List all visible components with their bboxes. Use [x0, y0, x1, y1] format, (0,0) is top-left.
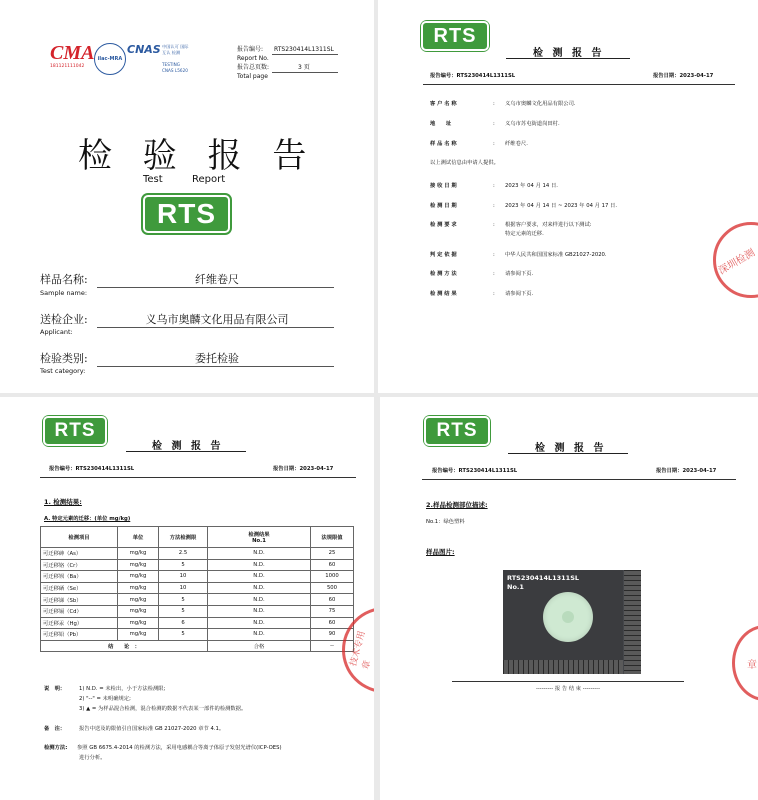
row-result: N.D. — [208, 594, 311, 606]
address-colon: : — [493, 121, 495, 127]
page-title: 检 测 报 告 — [535, 443, 607, 454]
method-label: 检 测 方 法 — [430, 271, 457, 277]
criteria-value: 中华人民共和国国家标准 GB21027-2020. — [505, 252, 607, 258]
test-date-colon: : — [493, 203, 495, 209]
conclusion-limit: -- — [311, 640, 354, 652]
row-unit: mg/kg — [118, 582, 159, 594]
photo-ruler — [624, 570, 641, 674]
row-result: N.D. — [208, 617, 311, 629]
header-limit: 法规限值 — [311, 527, 354, 548]
cma-logo — [50, 42, 95, 76]
rts-logo-text: RTS — [54, 420, 96, 441]
notes-label: 说 明： — [44, 686, 66, 692]
title-underline — [506, 58, 630, 59]
address-label: 地 址 — [430, 121, 452, 127]
row-unit: mg/kg — [118, 605, 159, 617]
sample-name-label: 样 品 名 称 — [430, 141, 457, 147]
report-date: 报告日期：2023-04-17 — [653, 73, 714, 79]
table-row — [41, 629, 354, 641]
row-limit: 60 — [311, 617, 354, 629]
table-header-row — [41, 527, 354, 548]
receive-date-value: 2023 年 04 月 14 日. — [505, 183, 558, 189]
remark-text: 报告中送及的限值引自国家标准 GB 21027-2020 章节 4.1。 — [79, 726, 225, 732]
report-number: 报告编号：RTS230414L1311SL — [432, 468, 518, 474]
rts-logo — [141, 193, 232, 235]
report-results-page — [0, 397, 374, 800]
note-1: 1) N.D. = 未检出，小于方法检测限; — [79, 686, 166, 692]
technical-seal-text: 技术专用章 — [348, 630, 374, 671]
method-text: 参照 GB 6675.4-2014 的检测方法，采用电感耦合等离子体原子发射光谱仪(ICP-OES) — [77, 745, 282, 751]
header-mdl: 方法检测限 — [159, 527, 208, 548]
sample-part: No.1：绿色塑料 — [426, 519, 465, 525]
page-title: 检 测 报 告 — [533, 48, 605, 59]
table-row — [41, 605, 354, 617]
company-seal — [732, 625, 758, 701]
results-table — [40, 526, 354, 652]
customer-colon: : — [493, 101, 495, 107]
category-underline — [97, 366, 334, 367]
applicant-underline — [97, 327, 334, 328]
category-value: 委托检验 — [195, 352, 239, 365]
header-item: 检测项目 — [41, 527, 118, 548]
subsection-heading: A. 特定元素的迁移：(单位 mg/kg) — [44, 516, 131, 522]
company-seal-text: 章 — [747, 659, 757, 671]
cnas-text: CNAS — [127, 43, 161, 56]
header-result — [208, 527, 311, 548]
receive-date-colon: : — [493, 183, 495, 189]
category-label: 检验类别: — [40, 352, 88, 365]
row-mdl: 10 — [159, 571, 208, 583]
row-item: 可迁移锑（Sb） — [41, 594, 118, 606]
table-row — [41, 617, 354, 629]
row-result: N.D. — [208, 571, 311, 583]
report-title-en-report: Report — [192, 174, 226, 185]
row-mdl: 6 — [159, 617, 208, 629]
rts-logo — [423, 415, 491, 447]
photo-label-2: No.1 — [507, 583, 524, 591]
rts-logo — [420, 20, 490, 52]
report-cover-page — [0, 0, 374, 393]
row-limit: 60 — [311, 594, 354, 606]
result-label: 检 测 结 果 — [430, 291, 457, 297]
row-mdl: 5 — [159, 629, 208, 641]
report-number: 报告编号：RTS230414L1311SL — [430, 73, 516, 79]
title-underline — [126, 451, 246, 452]
conclusion-value: 合格 — [208, 640, 311, 652]
ilac-text: ilac-MRA — [97, 56, 123, 62]
note-2: 2) "--" = 未明确规定; — [79, 696, 131, 702]
tape-measure-sample — [543, 592, 593, 642]
total-pages-underline — [272, 72, 338, 73]
table-row — [41, 559, 354, 571]
cnas-caption: 中国认可 国际互认 检测 — [162, 44, 189, 55]
header-unit: 单位 — [118, 527, 159, 548]
row-item: 可迁移镉（Cd） — [41, 605, 118, 617]
header-result-sub: No.1 — [252, 538, 266, 544]
method-label: 检测方法: — [44, 745, 68, 751]
requirement-value-2: 特定元素的迁移. — [505, 231, 544, 237]
row-result: N.D. — [208, 605, 311, 617]
table-row — [41, 582, 354, 594]
row-limit: 500 — [311, 582, 354, 594]
criteria-colon: : — [493, 252, 495, 258]
row-result: N.D. — [208, 582, 311, 594]
company-seal-text: 深圳检测 — [716, 246, 758, 277]
info-note: 以上测试信息由申请人提供。 — [430, 160, 499, 166]
row-limit: 90 — [311, 629, 354, 641]
rts-logo-text: RTS — [436, 420, 478, 441]
sample-label: 样品名称: — [40, 273, 88, 286]
report-no-underline — [272, 54, 338, 55]
row-item: 可迁移砷（As） — [41, 548, 118, 560]
row-limit: 75 — [311, 605, 354, 617]
test-date-label: 检 测 日 期 — [430, 203, 457, 209]
header-rule — [40, 477, 356, 478]
requirement-value: 根据客户要求，对来样进行以下测试: — [505, 222, 592, 228]
end-rule — [452, 681, 684, 682]
section-heading: 2.样品检测部位描述: — [426, 501, 488, 509]
row-item: 可迁移钡（Ba） — [41, 571, 118, 583]
requirement-colon: : — [493, 222, 495, 228]
row-mdl: 5 — [159, 605, 208, 617]
report-no-label-en: Report No. — [237, 55, 269, 62]
remark-label: 备 注： — [44, 726, 66, 732]
row-unit: mg/kg — [118, 571, 159, 583]
cma-number: 181121111042 — [50, 64, 85, 69]
row-result: N.D. — [208, 629, 311, 641]
conclusion-label: 结 论 ： — [41, 640, 208, 652]
report-end: --------- 报 告 结 束 --------- — [535, 686, 600, 692]
row-mdl: 10 — [159, 582, 208, 594]
report-no-label: 报告编号: — [237, 46, 264, 53]
report-number: 报告编号：RTS230414L1311SL — [49, 466, 135, 472]
total-pages-label-en: Total page — [237, 73, 268, 80]
row-limit: 1000 — [311, 571, 354, 583]
sample-underline — [97, 287, 334, 288]
cnas-logo — [127, 44, 162, 56]
sample-name-value: 纤维卷尺. — [505, 141, 528, 147]
row-item: 可迁移铅（Pb） — [41, 629, 118, 641]
row-unit: mg/kg — [118, 594, 159, 606]
header-result-label: 检测结果 — [248, 532, 270, 538]
row-mdl: 5 — [159, 559, 208, 571]
customer-label: 客 户 名 称 — [430, 101, 457, 107]
row-unit: mg/kg — [118, 617, 159, 629]
company-seal — [713, 222, 758, 298]
tape-measure-button — [562, 611, 574, 623]
table-row — [41, 548, 354, 560]
row-unit: mg/kg — [118, 629, 159, 641]
report-title: 检 验 报 告 — [78, 136, 317, 176]
ilac-logo — [94, 43, 126, 75]
photo-heading: 样品图片: — [426, 548, 455, 556]
note-3: 3) ▲ = 为样品混合检测，混合检测的数据不代表某一部件的检测数据。 — [79, 706, 247, 712]
category-label-en: Test category: — [40, 367, 86, 375]
report-date: 报告日期：2023-04-17 — [273, 466, 334, 472]
conclusion-row — [41, 640, 354, 652]
sample-name-colon: : — [493, 141, 495, 147]
photo-label-1: RTS230414L1311SL — [507, 574, 580, 582]
method-value: 请参阅下页. — [505, 271, 534, 277]
rts-logo-text: RTS — [157, 198, 216, 229]
row-mdl: 5 — [159, 594, 208, 606]
report-title-en-test: Test — [143, 174, 163, 185]
applicant-label: 送检企业: — [40, 313, 88, 326]
total-pages-value: 3 页 — [298, 64, 310, 71]
requirement-label: 检 测 要 求 — [430, 222, 457, 228]
row-limit: 25 — [311, 548, 354, 560]
table-row — [41, 594, 354, 606]
section-heading: 1. 检测结果: — [44, 498, 82, 506]
customer-value: 义乌市奥麟文化用品有限公司. — [505, 101, 576, 107]
report-summary-page — [378, 0, 758, 393]
row-limit: 60 — [311, 559, 354, 571]
row-result: N.D. — [208, 548, 311, 560]
method-colon: : — [493, 271, 495, 277]
page-title: 检 测 报 告 — [152, 441, 224, 452]
cnas-subcaption: TESTING CNAS L5620 — [162, 62, 188, 73]
header-rule — [423, 84, 735, 85]
criteria-label: 判 定 依 据 — [430, 252, 457, 258]
result-colon: : — [493, 291, 495, 297]
row-mdl: 2.5 — [159, 548, 208, 560]
report-sample-page — [380, 397, 758, 800]
method-text-2: 进行分析。 — [79, 755, 106, 761]
header-rule — [422, 479, 736, 480]
title-underline — [508, 453, 628, 454]
row-item: 可迁移铬（Cr） — [41, 559, 118, 571]
rts-logo — [42, 415, 108, 447]
row-unit: mg/kg — [118, 548, 159, 560]
test-date-value: 2023 年 04 月 14 日 ~ 2023 年 04 月 17 日. — [505, 203, 618, 209]
row-result: N.D. — [208, 559, 311, 571]
table-row — [41, 571, 354, 583]
report-date: 报告日期：2023-04-17 — [656, 468, 717, 474]
applicant-label-en: Applicant: — [40, 328, 73, 336]
row-item: 可迁移汞（Hg） — [41, 617, 118, 629]
result-value: 请参阅下页. — [505, 291, 534, 297]
total-pages-label: 报告总页数: — [237, 64, 270, 71]
cma-mark: CMA — [50, 42, 95, 64]
sample-photo — [503, 570, 641, 674]
sample-label-en: Sample name: — [40, 289, 88, 297]
rts-logo-text: RTS — [433, 24, 477, 47]
address-value: 义乌市苏屯街道岗田村. — [505, 121, 560, 127]
report-no-value: RTS230414L1311SL — [274, 46, 334, 53]
row-item: 可迁移硒（Se） — [41, 582, 118, 594]
sample-value: 纤维卷尺 — [195, 273, 239, 286]
receive-date-label: 接 收 日 期 — [430, 183, 457, 189]
applicant-value: 义乌市奥麟文化用品有限公司 — [145, 313, 289, 326]
photo-scale — [503, 660, 623, 674]
row-unit: mg/kg — [118, 559, 159, 571]
